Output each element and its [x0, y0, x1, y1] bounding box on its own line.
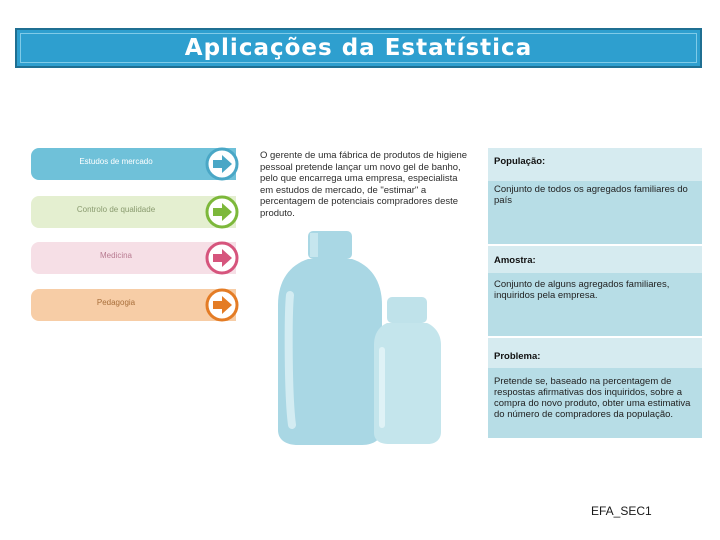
slide-title: Aplicações da Estatística: [184, 35, 533, 61]
title-bar: [15, 28, 702, 68]
amostra-body: Conjunto de alguns agregados familiares, inquiridos pela empresa.: [494, 279, 670, 301]
populacao-body: Conjunto de todos os agregados familiares do país: [494, 184, 688, 206]
problema-body: Pretende se, baseado na percentagem de respostas afirmativas dos inquiridos, sobre a compra do novo produto, obter uma estimativa do número de compradores da população.: [494, 376, 691, 420]
footer-label: EFA_SEC1: [591, 504, 652, 518]
problema-heading: Problema:: [488, 338, 702, 368]
amostra-heading: Amostra:: [488, 246, 702, 273]
category-label: Controlo de qualidade: [76, 205, 156, 214]
definitions-panel: [488, 148, 702, 438]
category-medicina[interactable]: [31, 242, 236, 274]
category-label: Pedagogia: [96, 298, 136, 307]
arrow-right-icon[interactable]: [205, 241, 239, 275]
category-estudos-de-mercado[interactable]: [31, 148, 236, 180]
category-label: Estudos de mercado: [79, 157, 153, 166]
populacao-heading: População:: [488, 148, 702, 181]
arrow-right-icon[interactable]: [205, 195, 239, 229]
arrow-right-icon[interactable]: [205, 147, 239, 181]
category-controlo-de-qualidade[interactable]: [31, 196, 236, 228]
category-label: Medicina: [99, 251, 132, 260]
category-pedagogia[interactable]: [31, 289, 236, 321]
shampoo-bottles-icon: [270, 225, 450, 450]
arrow-right-icon[interactable]: [205, 288, 239, 322]
scenario-description: O gerente de uma fábrica de produtos de higiene pessoal pretende lançar um novo gel de banho, pelo que encarrega uma empresa, especialista em estudos de mercado, de "estimar" a percentagem de potenciais compradores deste produto.: [260, 150, 468, 219]
